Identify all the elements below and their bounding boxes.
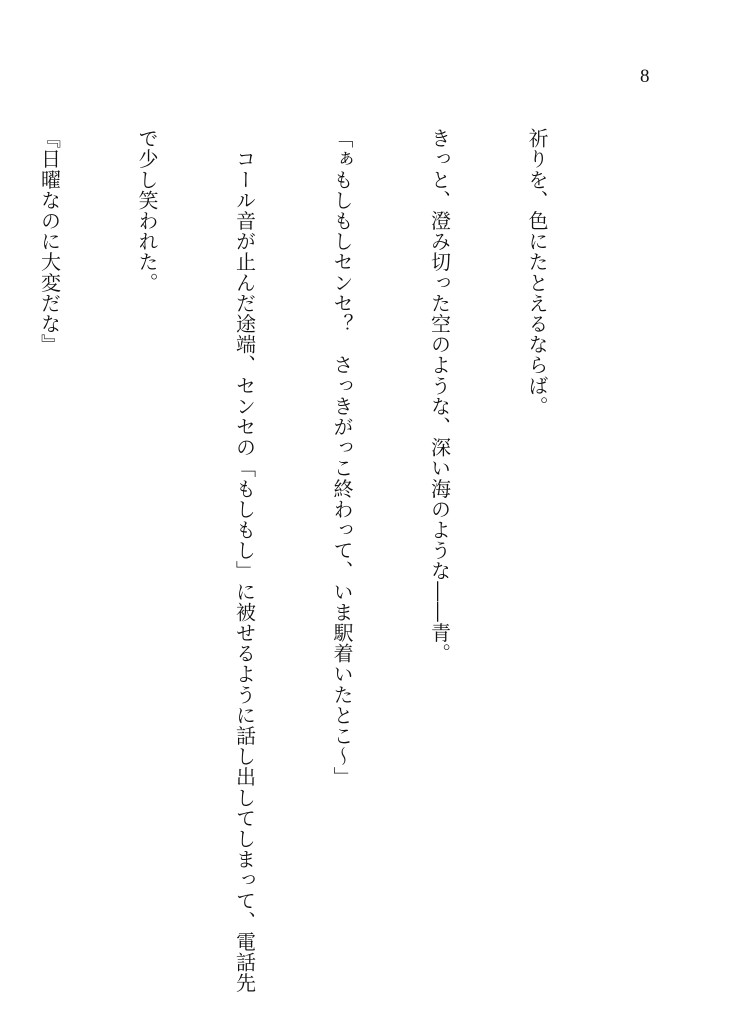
text-line: コール音が止んだ途端、センセの「もしもし」に被せるように話し出してしまって、電話先 (232, 128, 257, 994)
vertical-text-body (0, 128, 618, 994)
text-line: 『日曜なのに大変だな』 (37, 128, 62, 355)
text-line: きっと、澄み切った空のような、深い海のような――青。 (427, 128, 452, 664)
page-number: 8 (640, 66, 650, 87)
text-line: 「ぁもしもしセンセ？ さっきがっこ終わって、いま駅着いたとこ～」 (330, 128, 354, 788)
text-line: 祈りを、色にたとえるならば。 (525, 128, 549, 417)
text-line: で少し笑われた。 (135, 128, 159, 293)
